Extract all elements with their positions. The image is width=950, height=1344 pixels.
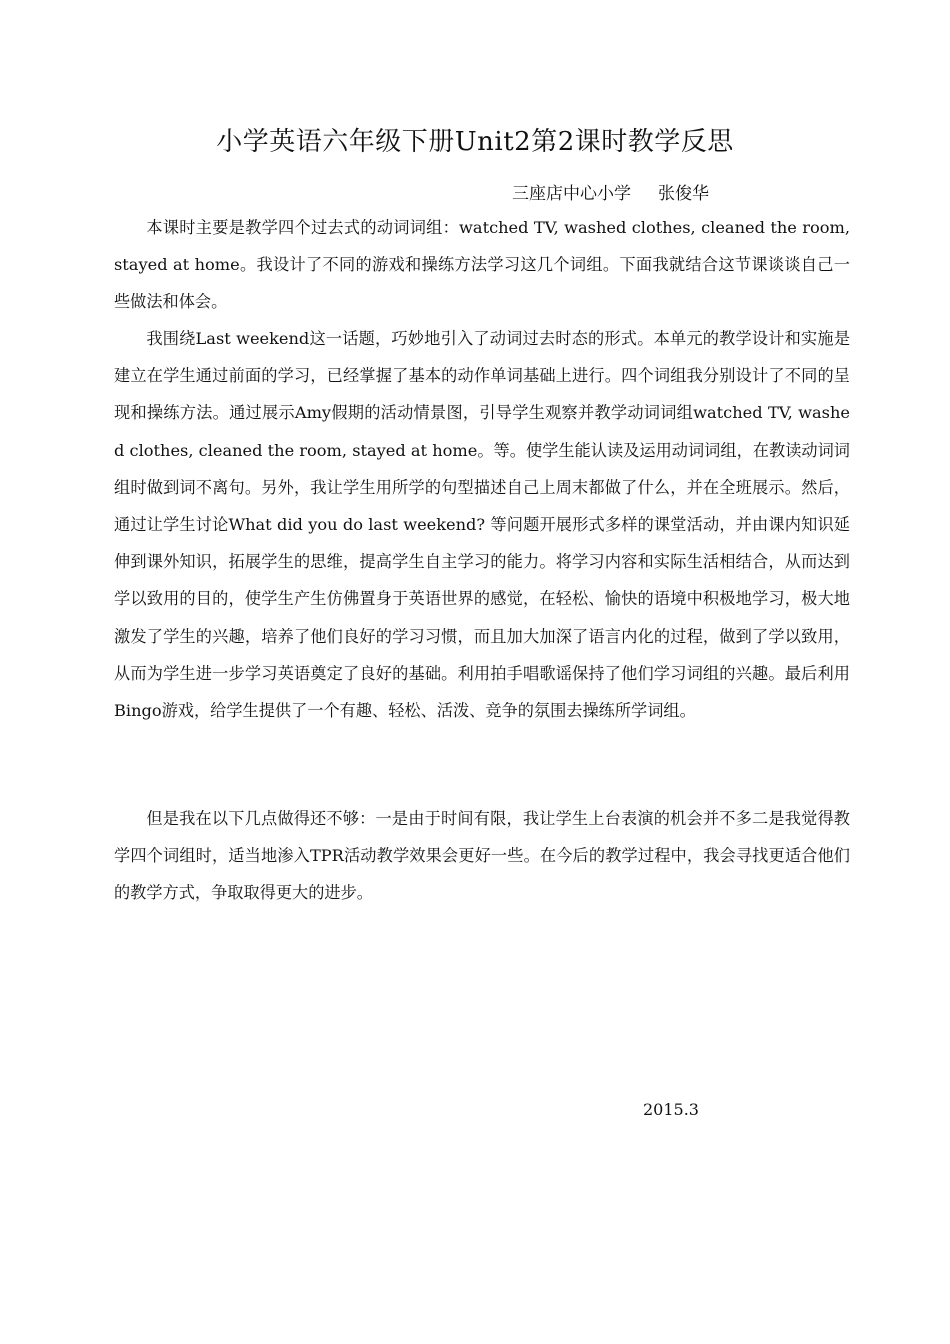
author-line: 三座店中心小学 张俊华	[512, 184, 710, 204]
page-title: 小学英语六年级下册Unit2第2课时教学反思	[216, 127, 734, 157]
paragraph: 本课时主要是教学四个过去式的动词词组：watched TV, washed clothes, cleaned the room, stayed at home。我设计了不同的游戏和操练方法学习这几个词组。下面我就结合这节课谈谈自己一些做法和体会。	[114, 218, 850, 312]
paragraph: 但是我在以下几点做得还不够：一是由于时间有限，我让学生上台表演的机会并不多二是我觉得教学四个词组时，适当地渗入TPR活动教学效果会更好一些。在今后的教学过程中，我会寻找更适合他们的教学方式，争取取得更大的进步。	[114, 809, 850, 903]
paragraph-block-2	[114, 320, 850, 729]
paragraph-block-1	[114, 209, 850, 321]
paragraph-block-3	[114, 800, 850, 912]
document-date: 2015.3	[643, 1100, 699, 1119]
paragraph: 我围绕Last weekend这一话题，巧妙地引入了动词过去时态的形式。本单元的教学设计和实施是建立在学生通过前面的学习，已经掌握了基本的动作单词基础上进行。四个词组我分别设计了不同的呈现和操练方法。通过展示Amy假期的活动情景图，引导学生观察并教学动词词组watched TV, washed clothes, cleaned the room, stayed at home。等。使学生能认读及运用动词词组，在教读动词词组时做到词不离句。另外，我让学生用所学的句型描述自己上周末都做了什么，并在全班展示。然后，通过让学生讨论What did you do last weekend? 等问题开展形式多样的课堂活动，并由课内知识延伸到课外知识，拓展学生的思维，提高学生自主学习的能力。将学习内容和实际生活相结合，从而达到学以致用的目的，使学生产生仿佛置身于英语世界的感觉，在轻松、愉快的语境中积极地学习，极大地激发了学生的兴趣，培养了他们良好的学习习惯，而且加大加深了语言内化的过程，做到了学以致用，从而为学生进一步学习英语奠定了良好的基础。利用拍手唱歌谣保持了他们学习词组的兴趣。最后利用Bingo游戏，给学生提供了一个有趣、轻松、活泼、竞争的氛围去操练所学词组。	[114, 329, 850, 721]
